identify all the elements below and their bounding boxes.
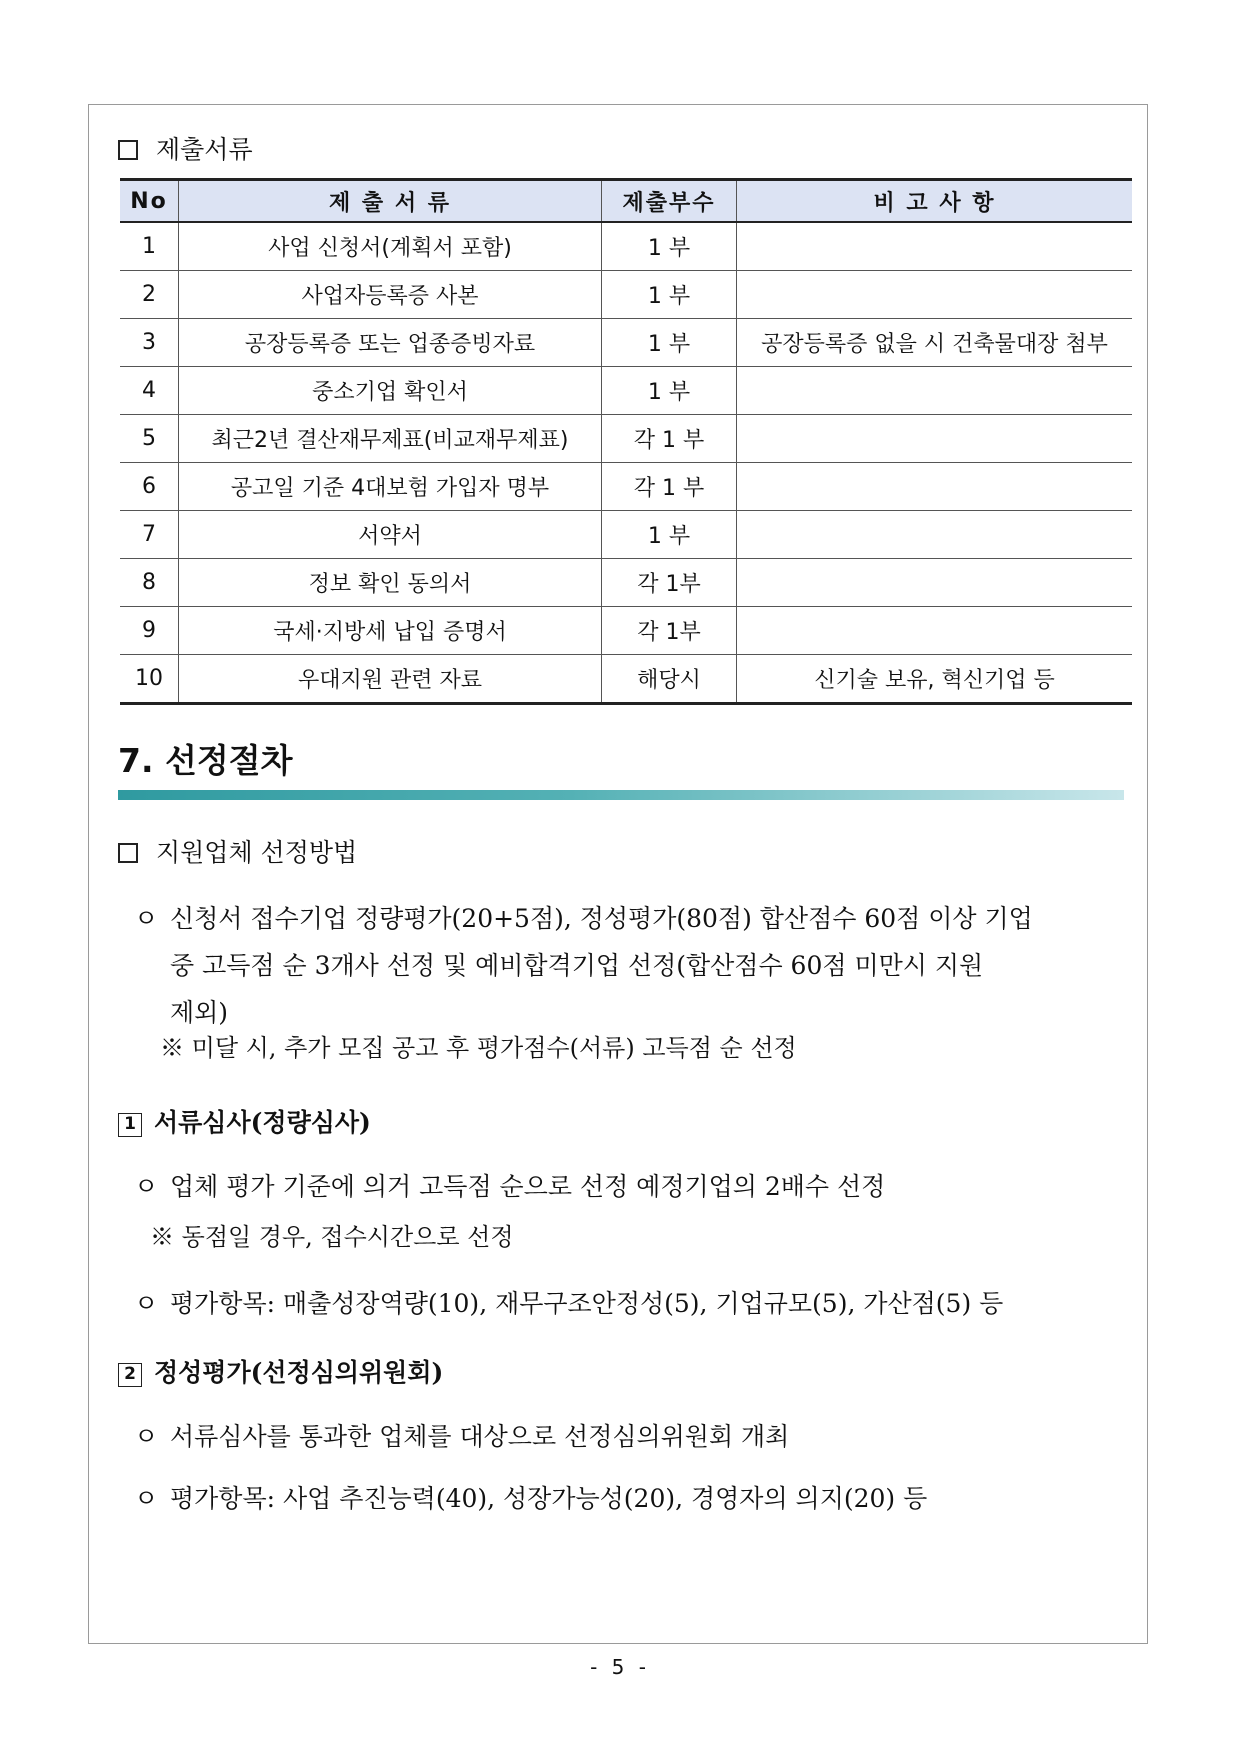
checkbox-square-icon xyxy=(118,140,138,160)
table-row xyxy=(120,655,1132,704)
step-number-box: 2 xyxy=(118,1363,142,1387)
cell-copies: 1 부 xyxy=(602,222,737,271)
cell-note xyxy=(737,463,1133,511)
table-row xyxy=(120,271,1132,319)
cell-no: 9 xyxy=(120,607,179,655)
table-row xyxy=(120,319,1132,367)
cell-no: 3 xyxy=(120,319,179,367)
cell-note xyxy=(737,607,1133,655)
method-heading: 지원업체 선정방법 xyxy=(118,833,357,869)
table-row xyxy=(120,511,1132,559)
step1-item-2: ㅇ 평가항목: 매출성장역량(10), 재무구조안정성(5), 기업규모(5), 가산점(5) 등 xyxy=(134,1280,1119,1327)
table-row xyxy=(120,415,1132,463)
submission-table xyxy=(120,178,1132,705)
cell-copies: 각 1 부 xyxy=(602,463,737,511)
step-number-box: 1 xyxy=(118,1113,142,1137)
checkbox-square-icon xyxy=(118,843,138,863)
method-paragraph xyxy=(134,895,1119,1036)
cell-note xyxy=(737,222,1133,271)
bullet-icon: ㅇ xyxy=(134,1422,159,1451)
cell-no: 2 xyxy=(120,271,179,319)
cell-no: 6 xyxy=(120,463,179,511)
cell-doc: 국세·지방세 납입 증명서 xyxy=(179,607,602,655)
cell-no: 8 xyxy=(120,559,179,607)
cell-doc: 정보 확인 동의서 xyxy=(179,559,602,607)
cell-doc: 최근2년 결산재무제표(비교재무제표) xyxy=(179,415,602,463)
cell-no: 7 xyxy=(120,511,179,559)
cell-copies: 1 부 xyxy=(602,271,737,319)
bullet-icon: ㅇ xyxy=(134,1289,159,1318)
cell-note xyxy=(737,511,1133,559)
step2-item-2: ㅇ 평가항목: 사업 추진능력(40), 성장가능성(20), 경영자의 의지(20) 등 xyxy=(134,1475,1119,1522)
cell-doc: 우대지원 관련 자료 xyxy=(179,655,602,704)
table-row xyxy=(120,607,1132,655)
cell-no: 10 xyxy=(120,655,179,704)
chapter-divider xyxy=(118,790,1124,800)
cell-copies: 1 부 xyxy=(602,511,737,559)
table-row xyxy=(120,463,1132,511)
cell-note: 신기술 보유, 혁신기업 등 xyxy=(737,655,1133,704)
method-line-3: 제외) xyxy=(170,998,229,1027)
header-doc: 제 출 서 류 xyxy=(179,180,602,223)
cell-note xyxy=(737,271,1133,319)
cell-doc: 중소기업 확인서 xyxy=(179,367,602,415)
header-note: 비 고 사 항 xyxy=(737,180,1133,223)
table-row xyxy=(120,367,1132,415)
step1-note: ※ 동점일 경우, 접수시간으로 선정 xyxy=(150,1223,514,1251)
cell-doc: 공장등록증 또는 업종증빙자료 xyxy=(179,319,602,367)
cell-no: 4 xyxy=(120,367,179,415)
table-header-row xyxy=(120,180,1132,223)
page-number: - 5 - xyxy=(590,1655,650,1679)
cell-no: 5 xyxy=(120,415,179,463)
cell-note xyxy=(737,415,1133,463)
cell-note: 공장등록증 없을 시 건축물대장 첨부 xyxy=(737,319,1133,367)
bullet-icon: ㅇ xyxy=(134,1484,159,1513)
cell-doc: 사업자등록증 사본 xyxy=(179,271,602,319)
bullet-icon: ㅇ xyxy=(134,904,159,933)
step1-heading: 1 서류심사(정량심사) xyxy=(118,1103,371,1139)
header-copies: 제출부수 xyxy=(602,180,737,223)
cell-no: 1 xyxy=(120,222,179,271)
step2-heading: 2 정성평가(선정심의위원회) xyxy=(118,1353,443,1389)
table-row xyxy=(120,222,1132,271)
table-row xyxy=(120,559,1132,607)
method-line-2: 중 고득점 순 3개사 선정 및 예비합격기업 선정(합산점수 60점 미만시 지원 xyxy=(170,951,984,980)
cell-copies: 각 1부 xyxy=(602,559,737,607)
method-note: ※ 미달 시, 추가 모집 공고 후 평가점수(서류) 고득점 순 선정 xyxy=(160,1034,797,1062)
bullet-icon: ㅇ xyxy=(134,1172,159,1201)
cell-copies: 해당시 xyxy=(602,655,737,704)
cell-copies: 각 1부 xyxy=(602,607,737,655)
step2-item-1: ㅇ 서류심사를 통과한 업체를 대상으로 선정심의위원회 개최 xyxy=(134,1413,1119,1460)
cell-doc: 서약서 xyxy=(179,511,602,559)
cell-copies: 1 부 xyxy=(602,319,737,367)
method-line-1: ㅇ 신청서 접수기업 정량평가(20+5점), 정성평가(80점) 합산점수 60점 이상 기업 xyxy=(134,895,1119,942)
submission-heading: 제출서류 xyxy=(118,130,253,166)
cell-note xyxy=(737,367,1133,415)
cell-doc: 공고일 기준 4대보험 가입자 명부 xyxy=(179,463,602,511)
header-no: No xyxy=(120,180,179,223)
cell-note xyxy=(737,559,1133,607)
chapter-title: 7. 선정절차 xyxy=(118,741,293,780)
cell-copies: 1 부 xyxy=(602,367,737,415)
cell-copies: 각 1 부 xyxy=(602,415,737,463)
cell-doc: 사업 신청서(계획서 포함) xyxy=(179,222,602,271)
step1-item-1: ㅇ 업체 평가 기준에 의거 고득점 순으로 선정 예정기업의 2배수 선정 xyxy=(134,1163,1119,1210)
